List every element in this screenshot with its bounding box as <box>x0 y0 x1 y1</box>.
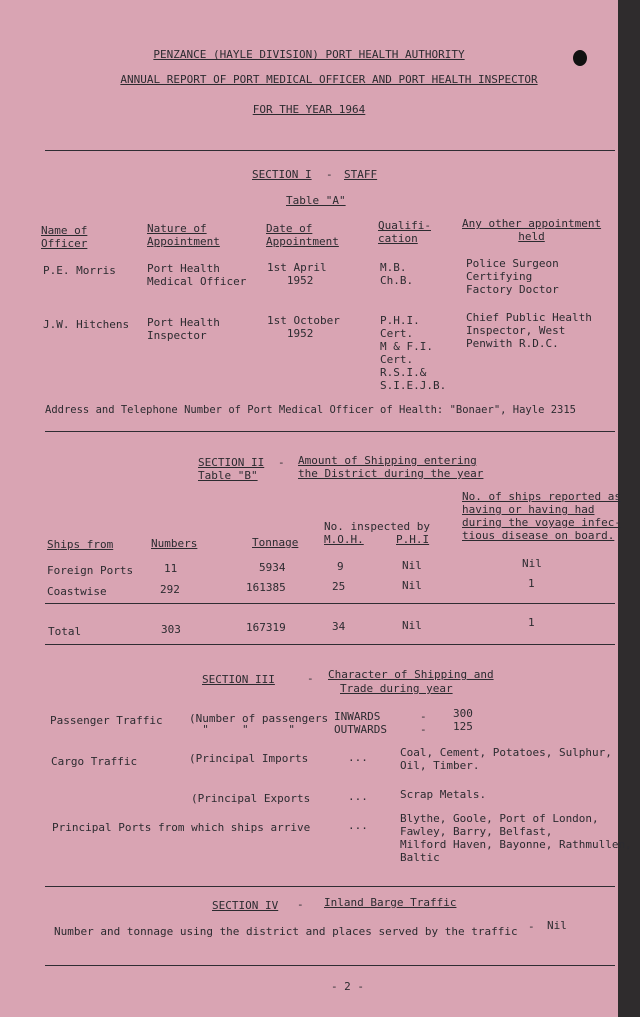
outwards-dash: - <box>420 723 427 736</box>
officer2-name: J.W. Hitchens <box>43 318 130 331</box>
section2-title: SECTION II <box>198 456 265 469</box>
row-foreign-tonnage: 5934 <box>259 561 286 574</box>
row-coastwise-numbers: 292 <box>160 583 180 596</box>
passenger-desc-1: (Number of passengers <box>189 712 329 725</box>
row-coastwise-tonnage: 161385 <box>246 581 286 594</box>
row-foreign-numbers: 11 <box>164 562 178 575</box>
section3-subject-line1: Character of Shipping and <box>328 668 494 681</box>
header-year: FOR THE YEAR 1964 <box>252 103 366 116</box>
row-coastwise-from: Coastwise <box>47 585 107 598</box>
officer2-date: 1st October 1952 <box>267 314 340 340</box>
section4-title: SECTION IV <box>212 899 279 912</box>
officer1-other: Police Surgeon Certifying Factory Doctor <box>466 257 559 296</box>
section3-title: SECTION III <box>202 673 275 686</box>
header-authority: PENZANCE (HAYLE DIVISION) PORT HEALTH AUTHORITY <box>153 48 465 61</box>
exports-value: Scrap Metals. <box>400 788 487 801</box>
table-b-label: Table "B" <box>198 469 258 482</box>
section4-text: Number and tonnage using the district and places served by the traffic <box>54 925 518 938</box>
section3-subject-line2: Trade during year <box>340 682 453 695</box>
col-header-moh: M.O.H. <box>324 533 364 546</box>
officer2-nature: Port Health Inspector <box>147 316 220 342</box>
divider <box>45 431 615 432</box>
address-line: Address and Telephone Number of Port Medical Officer of Health: "Bonaer", Hayle 2315 <box>45 404 577 416</box>
passenger-desc-2: " " " <box>189 723 295 736</box>
inwards-value: 300 <box>453 707 473 720</box>
page-number: - 2 - <box>330 980 365 993</box>
row-coastwise-phi: Nil <box>402 579 422 592</box>
table-a-label: Table "A" <box>286 194 346 207</box>
officer2-qualification: P.H.I. Cert. M & F.I. Cert. R.S.I.& S.I.E.J.B. <box>380 314 447 392</box>
row-total-moh: 34 <box>332 620 346 633</box>
col-header-phi: P.H.I <box>396 533 430 546</box>
col-header-inspected: No. inspected by <box>324 520 430 533</box>
imports-value: Coal, Cement, Potatoes, Sulphur, Oil, Timber. <box>400 746 612 772</box>
section4-dash2: - <box>528 920 535 933</box>
section4-subject: Inland Barge Traffic <box>324 896 457 909</box>
officer1-name: P.E. Morris <box>43 264 116 277</box>
row-foreign-moh: 9 <box>337 560 344 573</box>
imports-dots: ... <box>348 751 368 764</box>
col-header-tonnage: Tonnage <box>252 536 299 549</box>
section2-dash: - <box>278 456 285 469</box>
section2-subject-line2: the District during the year <box>298 467 484 480</box>
divider <box>45 965 615 966</box>
officer2-other: Chief Public Health Inspector, West Penwith R.D.C. <box>466 311 592 350</box>
section4-dash: - <box>297 898 304 911</box>
section1-subject: STAFF <box>344 168 378 181</box>
divider <box>45 644 615 645</box>
col-header-date: Date of Appointment <box>266 222 339 248</box>
col-header-reported: No. of ships reported as having or having had during the voyage infec- tious disease on board. <box>462 490 621 542</box>
row-foreign-phi: Nil <box>402 559 422 572</box>
col-header-other: Any other appointment held <box>462 217 602 243</box>
section2-subject-line1: Amount of Shipping entering <box>298 454 477 467</box>
divider <box>45 603 615 604</box>
row-total-tonnage: 167319 <box>246 621 286 634</box>
section3-dash: - <box>307 672 314 685</box>
divider <box>45 150 615 151</box>
row-coastwise-moh: 25 <box>332 580 346 593</box>
inwards-label: INWARDS <box>334 710 381 723</box>
col-header-qualification: Qualifi- cation <box>378 219 431 245</box>
header-report-title: ANNUAL REPORT OF PORT MEDICAL OFFICER AND PORT HEALTH INSPECTOR <box>120 73 538 86</box>
row-total-reported: 1 <box>528 616 535 629</box>
officer1-nature: Port Health Medical Officer <box>147 262 247 288</box>
ports-dots: ... <box>348 819 368 832</box>
col-header-name: Name of Officer <box>41 224 88 250</box>
divider <box>45 886 615 887</box>
ports-label: Principal Ports from which ships arrive <box>52 821 311 834</box>
col-header-numbers: Numbers <box>151 537 198 550</box>
exports-dots: ... <box>348 790 368 803</box>
outwards-value: 125 <box>453 720 473 733</box>
officer1-qualification: M.B. Ch.B. <box>380 261 414 287</box>
outwards-label: OUTWARDS <box>334 723 387 736</box>
row-total-from: Total <box>48 625 82 638</box>
row-total-numbers: 303 <box>161 623 181 636</box>
row-total-phi: Nil <box>402 619 422 632</box>
imports-label: (Principal Imports <box>189 752 309 765</box>
row-foreign-from: Foreign Ports <box>47 564 134 577</box>
cargo-traffic-label: Cargo Traffic <box>51 755 138 768</box>
col-header-ships-from: Ships from <box>47 538 114 551</box>
passenger-traffic-label: Passenger Traffic <box>50 714 163 727</box>
section1-title: SECTION I <box>252 168 312 181</box>
ports-value: Blythe, Goole, Port of London, Fawley, Barry, Belfast, Milford Haven, Bayonne, Rathmullen, Baltic <box>400 812 632 864</box>
exports-label: (Principal Exports <box>191 792 311 805</box>
section4-value: Nil <box>547 919 567 932</box>
row-coastwise-reported: 1 <box>528 577 535 590</box>
col-header-nature: Nature of Appointment <box>147 222 220 248</box>
row-foreign-reported: Nil <box>522 557 542 570</box>
section1-dash: - <box>326 168 333 181</box>
officer1-date: 1st April 1952 <box>267 261 327 287</box>
inwards-dash: - <box>420 710 427 723</box>
